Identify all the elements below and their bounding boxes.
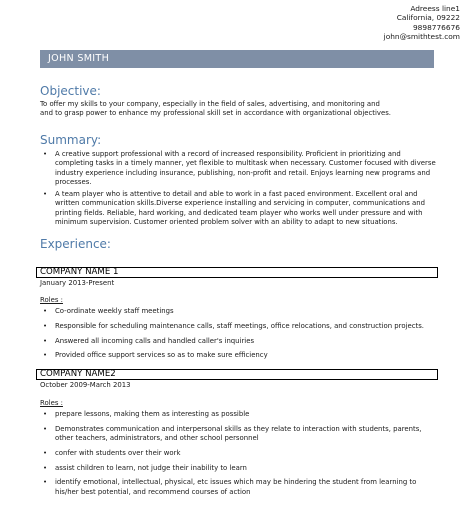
role-item: • confer with students over their work: [40, 449, 440, 458]
email-line: john@smithtest.com: [383, 32, 460, 42]
roles-label: Roles :: [40, 399, 63, 407]
name-banner: JOHN SMITH: [40, 50, 434, 68]
contact-block: [384, 4, 460, 42]
summary-heading: Summary:: [40, 133, 102, 147]
roles-label: Roles :: [40, 296, 63, 304]
role-item: • assist children to learn, not judge their inability to learn: [40, 464, 440, 473]
role-item: • Co-ordinate weekly staff meetings: [40, 307, 440, 316]
role-item: • identify emotional, intellectual, physical, etc issues which may be hindering the student from learning to his/her best potential, and recommend courses of action: [40, 478, 440, 497]
address-line: Adreess line1: [410, 4, 460, 13]
job-dates: October 2009-March 2013: [40, 381, 131, 389]
objective-line: and to grasp power to enhance my professional skill set in accordance with organizational objectives.: [40, 109, 391, 118]
role-item: • prepare lessons, making them as interesting as possible: [40, 410, 440, 419]
company-name-box: COMPANY NAME2: [36, 369, 438, 380]
summary-item: • A creative support professional with a record of increased responsibility. Proficient in prioritizing and completing tasks in a timely manner, yet flexible to multitask when necessary. Customer focused with diverse industry experience including insurance, publishing, non-profit and retail. Enjoys learning new programs and processes.: [40, 150, 440, 187]
roles-list: [40, 410, 440, 503]
roles-list: [40, 307, 440, 366]
objective-line: To offer my skills to your company, especially in the field of sales, advertising, and monitoring and: [40, 100, 380, 108]
summary-item: • A team player who is attentive to detail and able to work in a fast paced environment. Excellent oral and written communication skills.Diverse experience installing and servicing in computer, communications and printing fields. Reliable, hard working, and dedicated team player who works well under pressure and with minimum supervision. Customer oriented problem solver with an ability to adapt to new situations.: [40, 190, 440, 227]
company-name-box: COMPANY NAME 1: [36, 267, 438, 278]
phone-line: 9898776676: [412, 22, 460, 32]
role-item: • Provided office support services so as to make sure efficiency: [40, 351, 440, 360]
objective-heading: Objective:: [40, 84, 101, 98]
objective-text: [40, 100, 440, 119]
role-item: • Responsible for scheduling maintenance calls, staff meetings, office relocations, and construction projects.: [40, 322, 440, 331]
summary-list: [40, 150, 440, 230]
city-line: California, 09222: [396, 13, 460, 23]
job-dates: January 2013-Present: [40, 279, 115, 287]
role-item: • Answered all incoming calls and handled caller's inquiries: [40, 337, 440, 346]
role-item: • Demonstrates communication and interpersonal skills as they relate to interaction with students, parents, other teachers, administrators, and other school personnel: [40, 425, 440, 444]
experience-heading: Experience:: [40, 237, 111, 251]
